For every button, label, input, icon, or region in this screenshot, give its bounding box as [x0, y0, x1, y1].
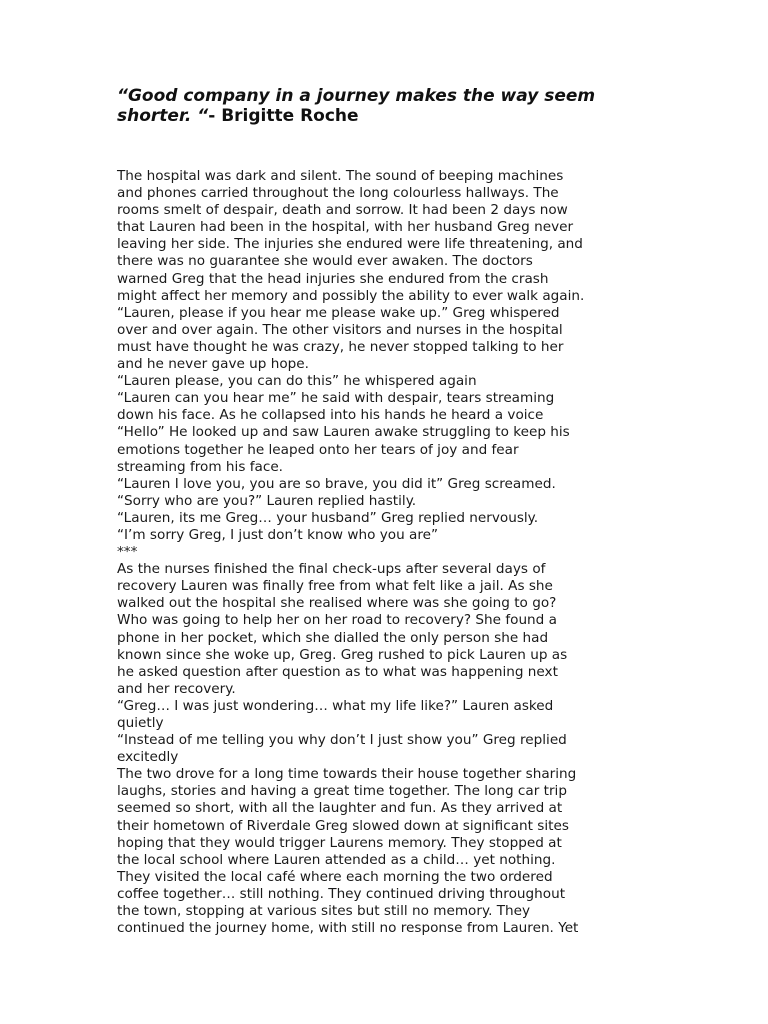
story-body [117, 168, 657, 937]
story-line: “I’m sorry Greg, I just don’t know who you are” [117, 526, 439, 543]
story-line: down his face. As he collapsed into his hands he heard a voice [117, 407, 544, 424]
story-line: They visited the local café where each morning the two ordered [117, 868, 553, 885]
story-line: Who was going to help her on her road to recovery? She found a [117, 612, 557, 629]
story-line: must have thought he was crazy, he never stopped talking to her [117, 338, 564, 355]
story-line: continued the journey home, with still no response from Lauren. Yet [117, 920, 579, 937]
story-line: The two drove for a long time towards their house together sharing [117, 766, 577, 783]
story-line: quietly [117, 715, 164, 731]
epigraph-line-1 [117, 86, 657, 106]
story-line: rooms smelt of despair, death and sorrow. It had been 2 days now [117, 202, 568, 219]
story-line: hoping that they would trigger Laurens memory. They stopped at [117, 834, 562, 851]
story-line: phone in her pocket, which she dialled the only person she had [117, 629, 549, 646]
story-line: recovery Lauren was finally free from what felt like a jail. As she [117, 578, 553, 595]
story-line: The hospital was dark and silent. The sound of beeping machines [117, 168, 564, 184]
story-line: “Instead of me telling you why don’t I just show you” Greg replied [117, 732, 567, 749]
epigraph-author: - Brigitte Roche [208, 106, 359, 126]
story-line: and he never gave up hope. [117, 356, 309, 373]
story-line: over and over again. The other visitors and nurses in the hospital [117, 321, 563, 338]
story-line: and phones carried throughout the long colourless hallways. The [117, 185, 559, 202]
epigraph-line-2 [117, 106, 657, 126]
story-line: the town, stopping at various sites but still no memory. They [117, 903, 531, 920]
story-line: warned Greg that the head injuries she endured from the crash [117, 270, 549, 287]
story-line: “Lauren, its me Greg… your husband” Greg replied nervously. [117, 509, 539, 526]
story-line: leaving her side. The injuries she endured were life threatening, and [117, 236, 583, 253]
document-page [117, 86, 657, 937]
story-line: known since she woke up, Greg. Greg rushed to pick Lauren up as [117, 646, 568, 663]
story-line: there was no guarantee she would ever awaken. The doctors [117, 253, 533, 270]
story-line: walked out the hospital she realised where was she going to go? [117, 595, 557, 612]
epigraph-quote-part-1: “Good company in a journey makes the way seem [117, 86, 596, 106]
story-line: “Hello” He looked up and saw Lauren awake struggling to keep his [117, 424, 570, 441]
story-line: their hometown of Riverdale Greg slowed down at significant sites [117, 817, 569, 834]
story-line: coffee together… still nothing. They continued driving throughout [117, 885, 566, 902]
story-line: emotions together he leaped onto her tears of joy and fear [117, 441, 519, 458]
story-line: he asked question after question as to what was happening next [117, 663, 558, 680]
story-line: might affect her memory and possibly the ability to ever walk again. [117, 287, 585, 304]
story-line: laughs, stories and having a great time together. The long car trip [117, 783, 567, 800]
story-line: excitedly [117, 749, 179, 766]
story-line: “Lauren can you hear me” he said with despair, tears streaming [117, 390, 555, 407]
story-line: “Greg… I was just wondering… what my life like?” Lauren asked [117, 697, 554, 714]
story-line: seemed so short, with all the laughter and fun. As they arrived at [117, 800, 563, 817]
story-line: As the nurses finished the final check-ups after several days of [117, 561, 546, 578]
story-line: “Sorry who are you?” Lauren replied hastily. [117, 492, 417, 509]
story-line: streaming from his face. [117, 458, 284, 475]
story-line: “Lauren, please if you hear me please wake up.” Greg whispered [117, 304, 560, 321]
story-line: that Lauren had been in the hospital, with her husband Greg never [117, 219, 574, 236]
epigraph [117, 86, 657, 126]
story-line: and her recovery. [117, 680, 236, 697]
story-line: “Lauren please, you can do this” he whispered again [117, 373, 477, 390]
story-line: *** [117, 544, 138, 561]
story-line: “Lauren I love you, you are so brave, you did it” Greg screamed. [117, 475, 556, 492]
story-line: the local school where Lauren attended as a child… yet nothing. [117, 851, 556, 868]
epigraph-quote-part-2: shorter. “ [117, 106, 209, 126]
